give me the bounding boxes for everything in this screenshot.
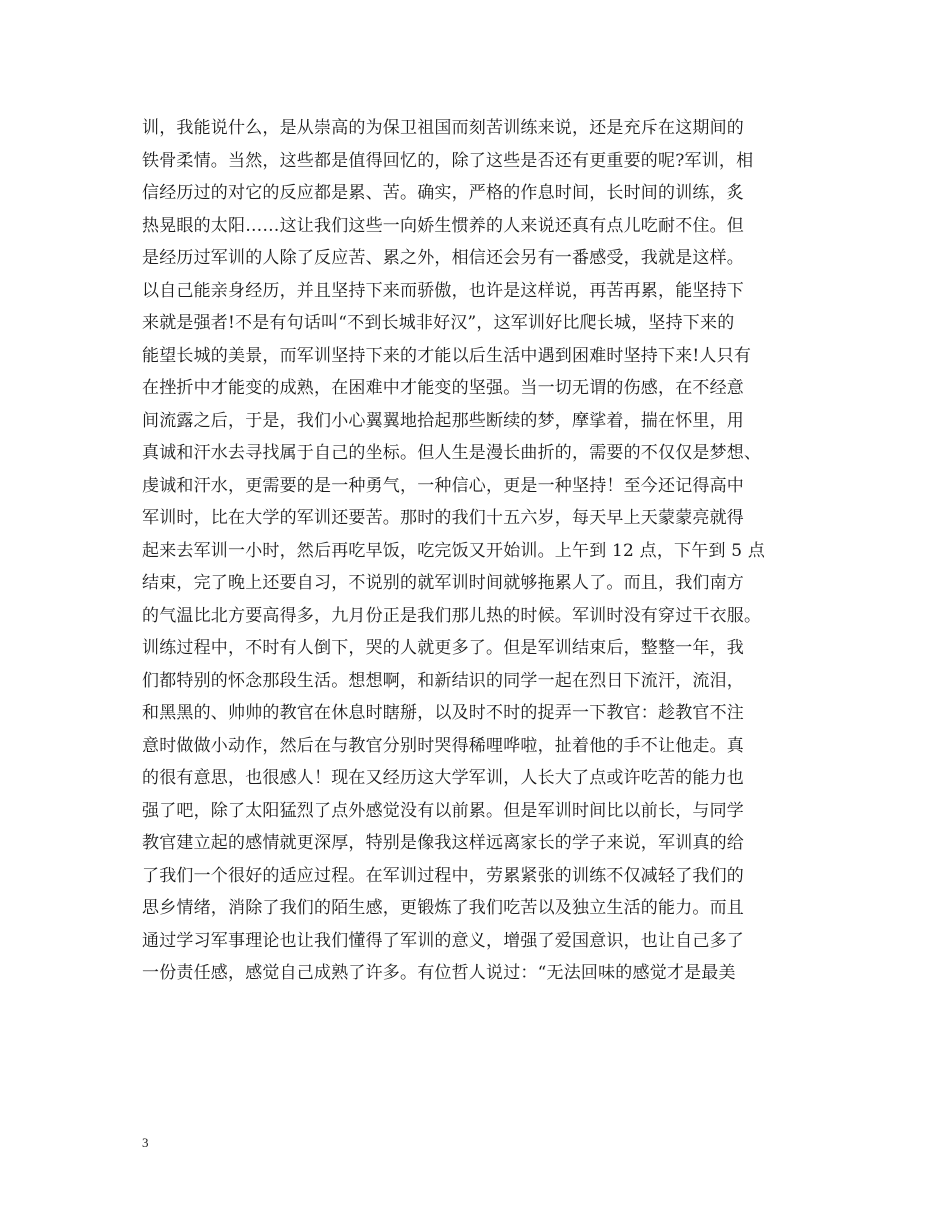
text-line: 以自己能亲身经历，并且坚持下来而骄傲，也许是这样说，再苦再累，能坚持下 xyxy=(142,280,744,301)
text-line: 教官建立起的感情就更深厚，特别是像我这样远离家长的学子来说，军训真的给 xyxy=(142,833,744,853)
text-line: 的气温比北方要高得多，九月份正是我们那儿热的时候。军训时没有穿过干衣服。 xyxy=(142,605,762,626)
text-line: 思乡情绪，消除了我们的陌生感，更锻炼了我们吃苦以及独立生活的能力。而且 xyxy=(142,898,744,918)
text-line: 真诚和汗水去寻找属于自己的坐标。但人生是漫长曲折的，需要的不仅仅是梦想、 xyxy=(142,443,762,463)
text-line: 能望长城的美景，而军训坚持下来的才能以后生活中遇到困难时坚持下来!人只有 xyxy=(142,345,752,366)
text-line: 是经历过军训的人除了反应苦、累之外，相信还会另有一番感受，我就是这样。 xyxy=(142,248,744,268)
text-line: 意时做做小动作，然后在与教官分别时哭得稀哩哗啦，扯着他的手不让他走。真 xyxy=(142,735,744,756)
page-number: 3 xyxy=(142,1135,149,1150)
text-line: 通过学习军事理论也让我们懂得了军训的意义，增强了爱国意识，也让自己多了 xyxy=(142,930,744,951)
text-line: 结束，完了晚上还要自习，不说别的就军训时间就够拖累人了。而且，我们南方 xyxy=(142,573,744,593)
text-line: 强了吧，除了太阳猛烈了点外感觉没有以前累。但是军训时间比以前长，与同学 xyxy=(142,800,744,821)
body-text xyxy=(142,112,842,990)
text-line: 信经历过的对它的反应都是累、苦。确实，严格的作息时间，长时间的训练，炙 xyxy=(142,183,744,203)
text-line: 训练过程中，不时有人倒下，哭的人就更多了。但是军训结束后，整整一年，我 xyxy=(142,638,744,658)
text-line: 训，我能说什么，是从崇高的为保卫祖国而刻苦训练来说，还是充斥在这期间的 xyxy=(142,118,744,138)
text-line: 在挫折中才能变的成熟，在困难中才能变的坚强。当一切无谓的伤感，在不经意 xyxy=(142,378,744,398)
text-line: 一份责任感，感觉自己成熟了许多。有位哲人说过：“无法回味的感觉才是最美 xyxy=(142,963,736,983)
text-line: 热晃眼的太阳……这让我们这些一向娇生惯养的人来说还真有点儿吃耐不住。但 xyxy=(142,215,744,236)
text-line: 虔诚和汗水，更需要的是一种勇气，一种信心，更是一种坚持！至今还记得高中 xyxy=(142,475,744,496)
text-line: 了我们一个很好的适应过程。在军训过程中，劳累紧张的训练不仅减轻了我们的 xyxy=(142,865,744,886)
text-line: 间流露之后，于是，我们小心翼翼地拾起那些断续的梦，摩挲着，揣在怀里，用 xyxy=(142,410,744,431)
text-line: 军训时，比在大学的军训还要苦。那时的我们十五六岁，每天早上天蒙蒙亮就得 xyxy=(142,508,744,528)
text-line: 来就是强者!不是有句话叫“不到长城非好汉”，这军训好比爬长城，坚持下来的 xyxy=(142,313,735,333)
text-line: 铁骨柔情。当然，这些都是值得回忆的，除了这些是否还有更重要的呢?军训，相 xyxy=(142,150,754,171)
text-line: 起来去军训一小时，然后再吃早饭，吃完饭又开始训。上午到 12 点，下午到 5 点 xyxy=(142,540,766,561)
text-line: 们都特别的怀念那段生活。想想啊，和新结识的同学一起在烈日下流汗，流泪， xyxy=(142,670,744,691)
text-line: 和黑黑的、帅帅的教官在休息时瞎掰，以及时不时的捉弄一下教官：趁教官不注 xyxy=(142,703,744,723)
text-line: 的很有意思，也很感人！现在又经历这大学军训，人长大了点或许吃苦的能力也 xyxy=(142,768,744,788)
